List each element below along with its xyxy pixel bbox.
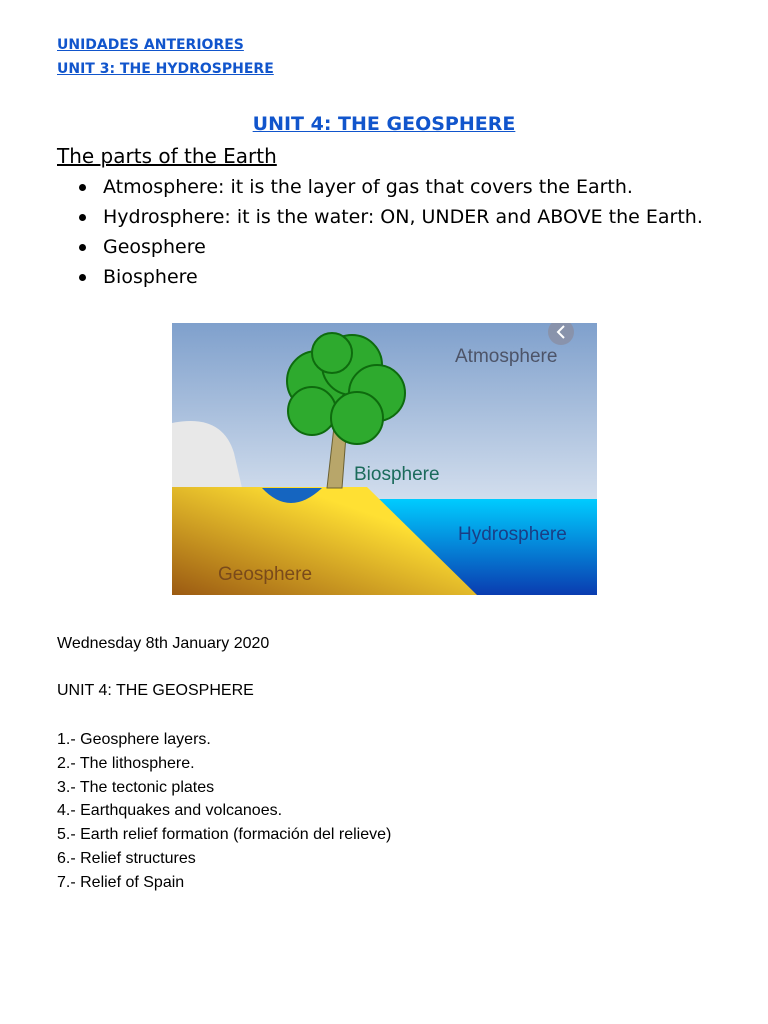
topic-item: 6.- Relief structures [57, 849, 196, 867]
topic-item: 7.- Relief of Spain [57, 873, 185, 891]
list-item-text: Hydrosphere: it is the water: ON, UNDER and ABOVE the Earth. [103, 206, 703, 228]
atmosphere-label: Atmosphere [455, 346, 558, 367]
bullet-icon [79, 184, 86, 191]
topics-list [57, 730, 391, 897]
bullet-icon [79, 214, 86, 221]
date: Wednesday 8th January 2020 [57, 635, 270, 652]
topic-item: 1.- Geosphere layers. [57, 731, 211, 748]
geosphere-label: Geosphere [218, 564, 313, 585]
topic-item: 5.- Earth relief formation (formación del relieve) [57, 826, 392, 844]
list-item [57, 234, 703, 264]
earth-parts-figure [172, 323, 597, 595]
list-item [57, 264, 703, 294]
parts-list [57, 174, 703, 294]
bullet-icon [79, 274, 86, 281]
list-item [57, 204, 703, 234]
hydrosphere-label: Hydrosphere [458, 524, 567, 545]
bullet-icon [79, 244, 86, 251]
biosphere-label: Biosphere [354, 464, 440, 485]
topic-item: 3.- The tectonic plates [57, 778, 215, 796]
page-title: UNIT 4: THE GEOSPHERE [252, 113, 516, 135]
unit-heading: UNIT 4: THE GEOSPHERE [57, 682, 254, 699]
topic-item: 4.- Earthquakes and volcanoes. [57, 802, 283, 820]
list-item-text: Biosphere [103, 266, 198, 288]
previous-units-link[interactable]: UNIDADES ANTERIORES [57, 37, 244, 53]
topic-item: 2.- The lithosphere. [57, 754, 195, 772]
list-item-text: Atmosphere: it is the layer of gas that covers the Earth. [103, 176, 633, 198]
list-item-text: Geosphere [103, 236, 206, 258]
section-heading: The parts of the Earth [57, 144, 277, 168]
unit3-hydrosphere-link[interactable]: UNIT 3: THE HYDROSPHERE [57, 61, 274, 77]
list-item [57, 174, 703, 204]
